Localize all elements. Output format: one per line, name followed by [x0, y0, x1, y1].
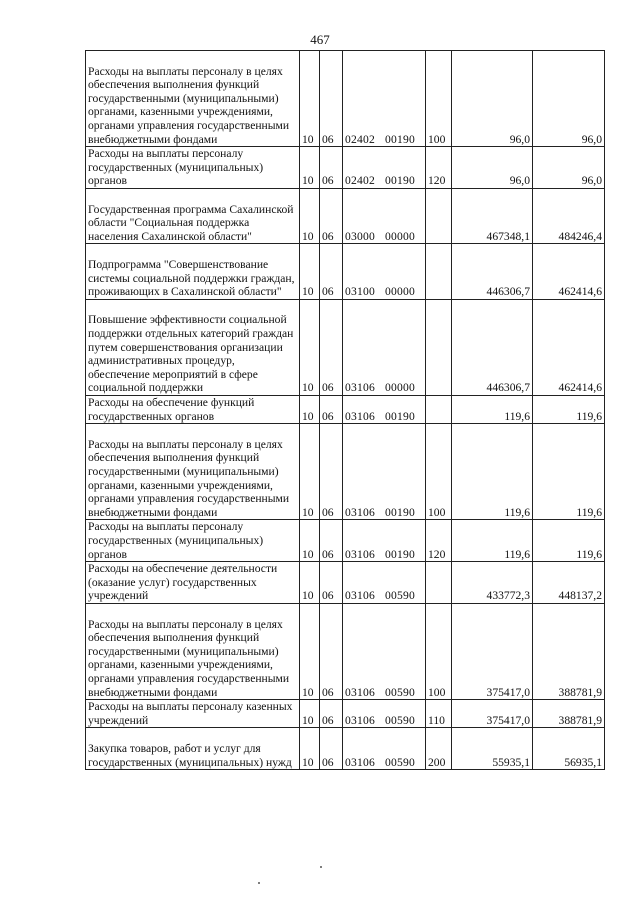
row-name-text: Расходы на выплаты персоналу государственных (муниципальных) органов [88, 147, 264, 188]
row-name-text: Повышение эффективности социальной поддержки отдельных категорий граждан путем совершенствования организации административных процедур, обеспечение мероприятий в сфере социальной поддержки [88, 313, 294, 395]
subsection-code: 06 [320, 520, 343, 562]
row-name [86, 188, 300, 243]
target-article-code [343, 395, 426, 423]
target-article-code [343, 244, 426, 299]
row-name [86, 51, 300, 147]
target-article-direction: 00000 [385, 381, 415, 395]
section-code: 10 [300, 562, 320, 604]
expense-type-code: 100 [426, 51, 452, 147]
amount-year-2: 119,6 [533, 395, 605, 423]
section-code: 10 [300, 395, 320, 423]
target-article-direction: 00590 [385, 685, 415, 699]
subsection-code: 06 [320, 188, 343, 243]
table-row [86, 51, 605, 147]
target-article-program: 03106 [345, 755, 375, 769]
expense-type-code [426, 562, 452, 604]
target-article-program: 03106 [345, 547, 375, 561]
section-code: 10 [300, 51, 320, 147]
table-row [86, 728, 605, 770]
amount-year-1: 119,6 [452, 395, 533, 423]
expense-type-code [426, 299, 452, 395]
target-article-direction: 00000 [385, 285, 415, 299]
target-article-code [343, 299, 426, 395]
row-name-text: Расходы на выплаты персоналу казенных учреждений [88, 700, 293, 727]
target-article-program: 03106 [345, 685, 375, 699]
row-name [86, 562, 300, 604]
row-name [86, 299, 300, 395]
section-code: 10 [300, 520, 320, 562]
table-row [86, 244, 605, 299]
subsection-code: 06 [320, 395, 343, 423]
row-name-text: Расходы на выплаты персоналу в целях обеспечения выполнения функций государственными (муниципальными) органами, казенными учреждениями, органами управления государственными внебюджетными фондами [88, 437, 290, 519]
target-article-program: 03000 [345, 229, 375, 243]
subsection-code: 06 [320, 700, 343, 728]
target-article-program: 02402 [345, 132, 375, 146]
subsection-code: 06 [320, 728, 343, 770]
amount-year-1: 446306,7 [452, 299, 533, 395]
target-article-program: 03106 [345, 713, 375, 727]
target-article-program: 03106 [345, 409, 375, 423]
section-code: 10 [300, 299, 320, 395]
table-row [86, 147, 605, 189]
amount-year-1: 96,0 [452, 147, 533, 189]
target-article-direction: 00590 [385, 589, 415, 603]
amount-year-2: 462414,6 [533, 244, 605, 299]
subsection-code: 06 [320, 51, 343, 147]
amount-year-2: 56935,1 [533, 728, 605, 770]
target-article-direction: 00190 [385, 505, 415, 519]
amount-year-2: 484246,4 [533, 188, 605, 243]
section-code: 10 [300, 188, 320, 243]
expense-type-code: 120 [426, 147, 452, 189]
row-name-text: Подпрограмма "Совершенствование системы социальной поддержки граждан, проживающих в Сахалинской области" [88, 257, 295, 299]
amount-year-2: 462414,6 [533, 299, 605, 395]
row-name-text: Расходы на выплаты персоналу в целях обеспечения выполнения функций государственными (муниципальными) органами, казенными учреждениями, органами управления государственными внебюджетными фондами [88, 64, 290, 146]
table-row [86, 188, 605, 243]
row-name [86, 424, 300, 520]
expense-type-code: 120 [426, 520, 452, 562]
amount-year-2: 448137,2 [533, 562, 605, 604]
target-article-code [343, 188, 426, 243]
target-article-code [343, 562, 426, 604]
page-number: 467 [310, 32, 330, 47]
subsection-code: 06 [320, 299, 343, 395]
row-name-text: Расходы на обеспечение функций государственных органов [88, 395, 255, 423]
target-article-program: 03106 [345, 589, 375, 603]
amount-year-1: 375417,0 [452, 603, 533, 699]
expense-type-code: 100 [426, 424, 452, 520]
scan-speck [320, 866, 322, 868]
amount-year-1: 433772,3 [452, 562, 533, 604]
amount-year-2: 119,6 [533, 520, 605, 562]
target-article-program: 02402 [345, 174, 375, 188]
subsection-code: 06 [320, 147, 343, 189]
amount-year-1: 55935,1 [452, 728, 533, 770]
row-name-text: Государственная программа Сахалинской области "Социальная поддержка населения Сахалинской области" [88, 202, 294, 243]
budget-table-body [86, 51, 605, 770]
target-article-code [343, 728, 426, 770]
section-code: 10 [300, 424, 320, 520]
target-article-direction: 00190 [385, 547, 415, 561]
section-code: 10 [300, 603, 320, 699]
table-row [86, 603, 605, 699]
row-name-text: Расходы на обеспечение деятельности (оказание услуг) государственных учреждений [88, 562, 278, 603]
target-article-program: 03100 [345, 285, 375, 299]
amount-year-1: 375417,0 [452, 700, 533, 728]
expense-type-code [426, 395, 452, 423]
target-article-code [343, 147, 426, 189]
row-name [86, 147, 300, 189]
table-row [86, 424, 605, 520]
table-row [86, 700, 605, 728]
target-article-code [343, 603, 426, 699]
amount-year-2: 388781,9 [533, 700, 605, 728]
subsection-code: 06 [320, 603, 343, 699]
section-code: 10 [300, 244, 320, 299]
expense-type-code: 110 [426, 700, 452, 728]
row-name [86, 244, 300, 299]
table-row [86, 562, 605, 604]
target-article-direction: 00590 [385, 713, 415, 727]
target-article-direction: 00190 [385, 132, 415, 146]
target-article-direction: 00190 [385, 174, 415, 188]
amount-year-2: 96,0 [533, 51, 605, 147]
amount-year-1: 446306,7 [452, 244, 533, 299]
section-code: 10 [300, 147, 320, 189]
expense-type-code [426, 244, 452, 299]
target-article-direction: 00590 [385, 755, 415, 769]
row-name [86, 700, 300, 728]
amount-year-2: 388781,9 [533, 603, 605, 699]
expense-type-code: 200 [426, 728, 452, 770]
target-article-program: 03106 [345, 381, 375, 395]
row-name-text: Закупка товаров, работ и услуг для государственных (муниципальных) нужд [88, 741, 292, 769]
table-row [86, 299, 605, 395]
row-name-text: Расходы на выплаты персоналу государственных (муниципальных) органов [88, 520, 264, 561]
target-article-code [343, 51, 426, 147]
section-code: 10 [300, 700, 320, 728]
amount-year-2: 96,0 [533, 147, 605, 189]
row-name-text: Расходы на выплаты персоналу в целях обеспечения выполнения функций государственными (муниципальными) органами, казенными учреждениями, органами управления государственными внебюджетными фондами [88, 617, 290, 699]
target-article-direction: 00000 [385, 229, 415, 243]
amount-year-1: 96,0 [452, 51, 533, 147]
table-row [86, 395, 605, 423]
expense-type-code [426, 188, 452, 243]
target-article-code [343, 520, 426, 562]
budget-table [85, 50, 605, 770]
amount-year-1: 119,6 [452, 520, 533, 562]
amount-year-1: 119,6 [452, 424, 533, 520]
subsection-code: 06 [320, 244, 343, 299]
section-code: 10 [300, 728, 320, 770]
target-article-code [343, 700, 426, 728]
amount-year-2: 119,6 [533, 424, 605, 520]
row-name [86, 395, 300, 423]
target-article-direction: 00190 [385, 409, 415, 423]
subsection-code: 06 [320, 562, 343, 604]
expense-type-code: 100 [426, 603, 452, 699]
amount-year-1: 467348,1 [452, 188, 533, 243]
subsection-code: 06 [320, 424, 343, 520]
row-name [86, 603, 300, 699]
scan-speck [258, 882, 260, 884]
table-row [86, 520, 605, 562]
row-name [86, 728, 300, 770]
target-article-code [343, 424, 426, 520]
row-name [86, 520, 300, 562]
target-article-program: 03106 [345, 505, 375, 519]
